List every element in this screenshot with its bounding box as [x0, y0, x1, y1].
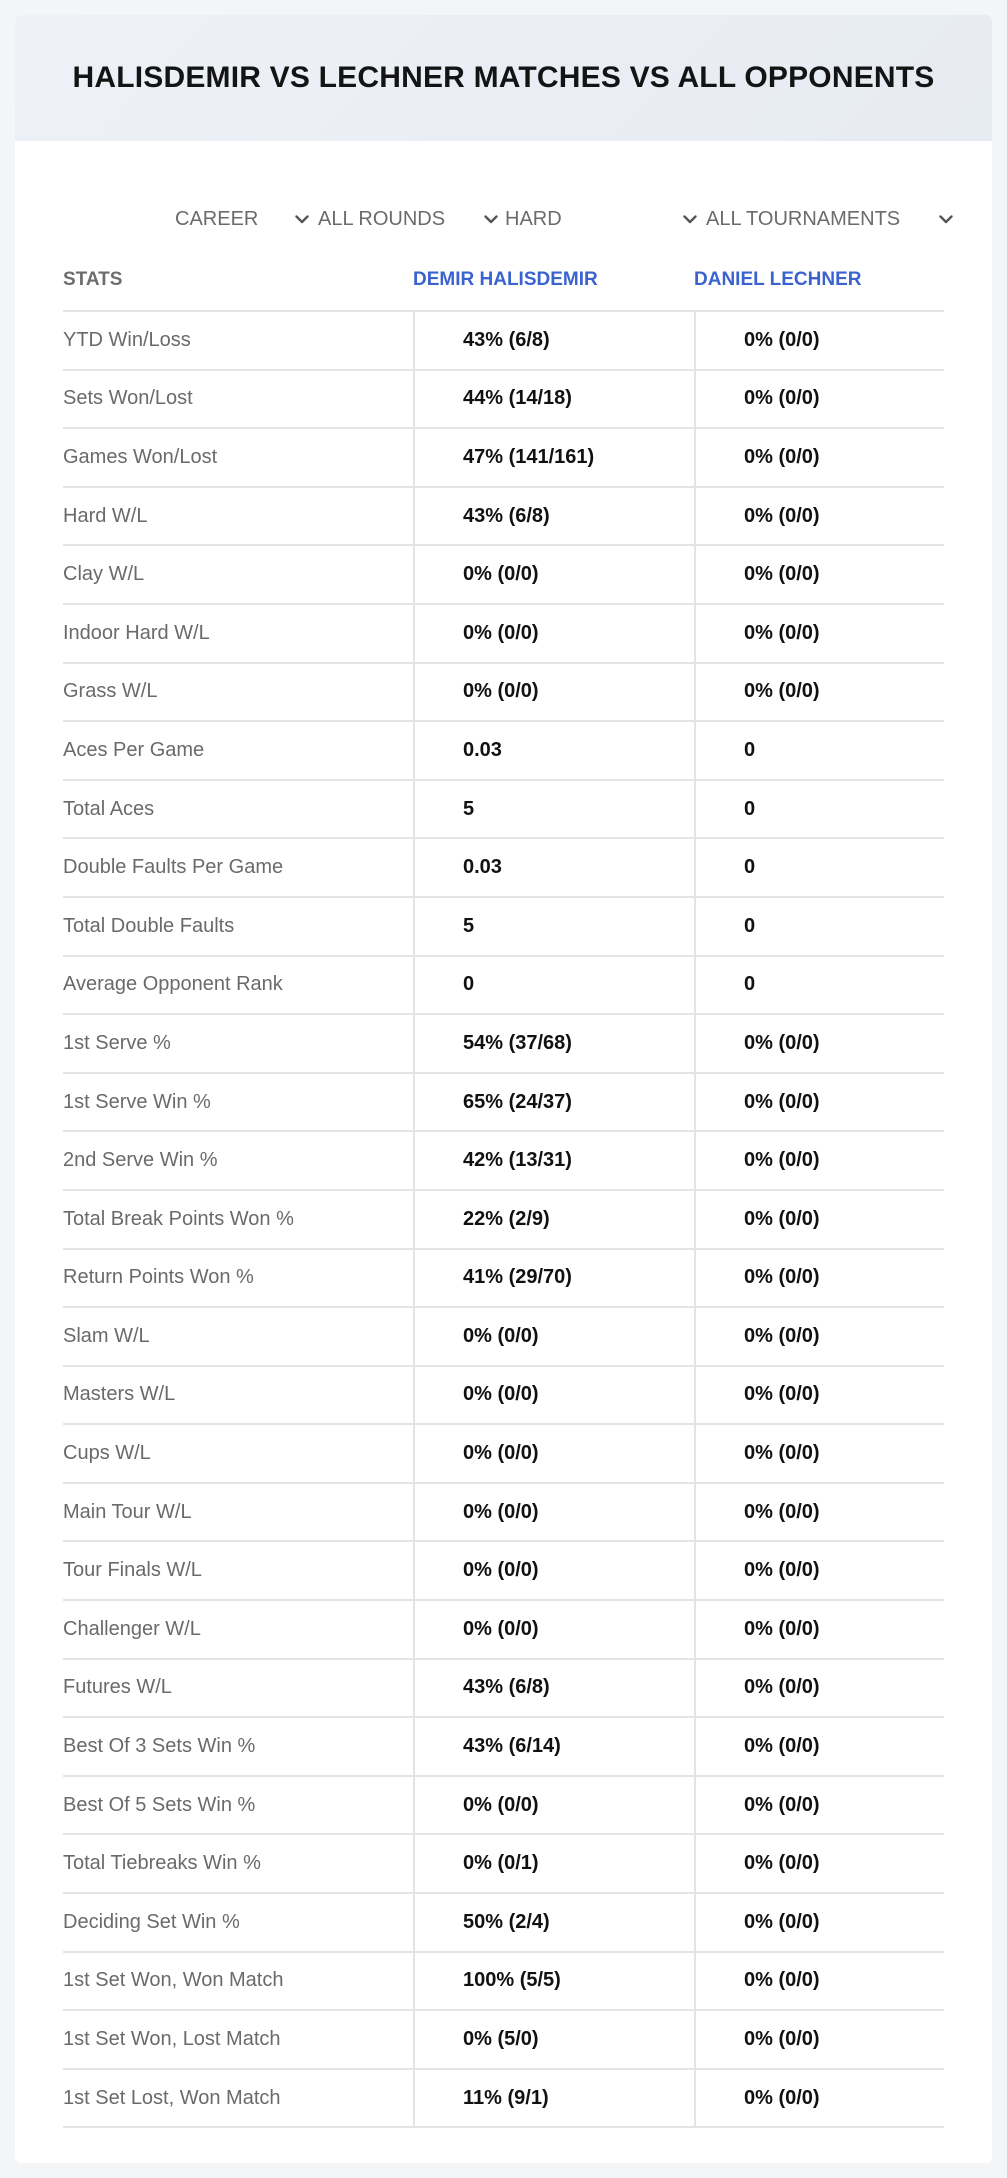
player1-value: 41% (29/70) — [413, 1250, 694, 1307]
table-row — [63, 1484, 944, 1543]
player1-value: 0% (0/0) — [413, 664, 694, 721]
filter-round-select[interactable] — [318, 189, 501, 249]
player1-value: 0% (0/0) — [413, 1777, 694, 1834]
stat-label: Return Points Won % — [63, 1266, 254, 1289]
player2-value: 0% (0/0) — [694, 1601, 944, 1658]
player2-value: 0% (0/0) — [694, 1894, 944, 1951]
table-row — [63, 957, 944, 1016]
player2-value: 0% (0/0) — [694, 1367, 944, 1424]
table-row — [63, 488, 944, 547]
stat-label: Indoor Hard W/L — [63, 621, 210, 644]
player1-value: 0% (0/0) — [413, 1425, 694, 1482]
table-row — [63, 664, 944, 723]
table-row — [63, 839, 944, 898]
table-row — [63, 1015, 944, 1074]
table-header — [63, 249, 944, 312]
player1-value: 100% (5/5) — [413, 1953, 694, 2010]
table-row — [63, 1250, 944, 1309]
table-row — [63, 1660, 944, 1719]
player1-value: 43% (6/8) — [413, 1660, 694, 1717]
player2-value: 0 — [694, 722, 944, 779]
table-row — [63, 2011, 944, 2070]
player1-value: 44% (14/18) — [413, 371, 694, 428]
table-row — [63, 1191, 944, 1250]
stat-label: Clay W/L — [63, 563, 145, 586]
player2-value: 0% (0/0) — [694, 1250, 944, 1307]
stat-label: Aces Per Game — [63, 738, 205, 761]
stat-label: 1st Serve Win % — [63, 1090, 211, 1113]
player2-value: 0% (0/0) — [694, 546, 944, 603]
stat-label: Futures W/L — [63, 1676, 172, 1699]
player1-value: 0% (0/0) — [413, 1367, 694, 1424]
player2-value: 0% (0/0) — [694, 1308, 944, 1365]
stat-label: Total Tiebreaks Win % — [63, 1852, 261, 1875]
stat-label: 1st Serve % — [63, 1031, 171, 1054]
player2-value: 0% (0/0) — [694, 1191, 944, 1248]
player1-value: 5 — [413, 781, 694, 838]
table-row — [63, 2070, 944, 2129]
player1-value: 0% (5/0) — [413, 2011, 694, 2068]
player1-value: 43% (6/14) — [413, 1718, 694, 1775]
card-header — [15, 15, 992, 141]
player2-value: 0% (0/0) — [694, 1542, 944, 1599]
player1-value: 43% (6/8) — [413, 312, 694, 369]
player1-value: 42% (13/31) — [413, 1132, 694, 1189]
stat-label: Total Double Faults — [63, 914, 235, 937]
table-row — [63, 1601, 944, 1660]
player1-value: 47% (141/161) — [413, 429, 694, 486]
header-player1-link[interactable]: DEMIR HALISDEMIR — [413, 268, 598, 290]
stat-label: Total Aces — [63, 797, 155, 820]
player1-value: 5 — [413, 898, 694, 955]
player1-value: 50% (2/4) — [413, 1894, 694, 1951]
table-row — [63, 312, 944, 371]
chevron-down-icon — [936, 209, 956, 229]
stat-label: Challenger W/L — [63, 1617, 201, 1640]
stat-label: 1st Set Lost, Won Match — [63, 2086, 281, 2109]
table-row — [63, 429, 944, 488]
stat-label: Best Of 3 Sets Win % — [63, 1735, 256, 1758]
table-row — [63, 781, 944, 840]
stat-label: 1st Set Won, Won Match — [63, 1969, 284, 1992]
table-body — [63, 312, 944, 2128]
stat-label: Hard W/L — [63, 504, 148, 527]
table-row — [63, 898, 944, 957]
filter-surface-select[interactable] — [505, 189, 700, 249]
player2-value: 0% (0/0) — [694, 1425, 944, 1482]
stat-label: Tour Finals W/L — [63, 1559, 202, 1582]
table-row — [63, 1894, 944, 1953]
player2-value: 0% (0/0) — [694, 1484, 944, 1541]
player1-value: 54% (37/68) — [413, 1015, 694, 1072]
stat-label: Deciding Set Win % — [63, 1910, 240, 1933]
player1-value: 0% (0/1) — [413, 1835, 694, 1892]
stat-label: Games Won/Lost — [63, 445, 218, 468]
chevron-down-icon — [680, 209, 700, 229]
player2-value: 0% (0/0) — [694, 605, 944, 662]
table-row — [63, 1718, 944, 1777]
player2-value: 0% (0/0) — [694, 664, 944, 721]
table-row — [63, 1835, 944, 1894]
table-row — [63, 1953, 944, 2012]
stats-card — [15, 15, 992, 2163]
player1-value: 0% (0/0) — [413, 546, 694, 603]
player1-value: 43% (6/8) — [413, 488, 694, 545]
stat-label: Main Tour W/L — [63, 1500, 192, 1523]
table-row — [63, 722, 944, 781]
player1-value: 0.03 — [413, 839, 694, 896]
player1-value: 0.03 — [413, 722, 694, 779]
table-row — [63, 371, 944, 430]
stat-label: Double Faults Per Game — [63, 856, 284, 879]
player2-value: 0% (0/0) — [694, 1953, 944, 2010]
stat-label: Cups W/L — [63, 1442, 151, 1465]
stat-label: Average Opponent Rank — [63, 973, 283, 996]
stat-label: 2nd Serve Win % — [63, 1149, 218, 1172]
player2-value: 0% (0/0) — [694, 2011, 944, 2068]
player2-value: 0 — [694, 781, 944, 838]
header-player2-link[interactable]: DANIEL LECHNER — [694, 268, 862, 290]
filter-bar — [15, 189, 992, 249]
table-row — [63, 546, 944, 605]
stat-label: Best Of 5 Sets Win % — [63, 1793, 256, 1816]
player1-value: 22% (2/9) — [413, 1191, 694, 1248]
stat-label: Total Break Points Won % — [63, 1207, 294, 1230]
page-title: HALISDEMIR VS LECHNER MATCHES VS ALL OPPONENTS — [72, 61, 935, 94]
player1-value: 11% (9/1) — [413, 2070, 694, 2127]
player2-value: 0% (0/0) — [694, 429, 944, 486]
header-stats: STATS — [63, 268, 123, 290]
player1-value: 0% (0/0) — [413, 1484, 694, 1541]
filter-period-select[interactable] — [175, 189, 312, 249]
player1-value: 0 — [413, 957, 694, 1014]
table-row — [63, 605, 944, 664]
player2-value: 0 — [694, 957, 944, 1014]
table-row — [63, 1308, 944, 1367]
player2-value: 0% (0/0) — [694, 1132, 944, 1189]
table-row — [63, 1367, 944, 1426]
player2-value: 0 — [694, 839, 944, 896]
stat-label: Sets Won/Lost — [63, 387, 193, 410]
stat-label: 1st Set Won, Lost Match — [63, 2028, 281, 2051]
stat-label: YTD Win/Loss — [63, 328, 191, 351]
table-row — [63, 1542, 944, 1601]
table-row — [63, 1132, 944, 1191]
table-row — [63, 1425, 944, 1484]
stat-label: Grass W/L — [63, 680, 158, 703]
player2-value: 0% (0/0) — [694, 2070, 944, 2127]
player1-value: 0% (0/0) — [413, 1308, 694, 1365]
filter-surface-value: HARD — [505, 207, 562, 230]
player2-value: 0% (0/0) — [694, 1718, 944, 1775]
player2-value: 0% (0/0) — [694, 1835, 944, 1892]
stat-label: Slam W/L — [63, 1324, 150, 1347]
filter-round-value: ALL ROUNDS — [318, 207, 446, 230]
stat-label: Masters W/L — [63, 1383, 176, 1406]
player2-value: 0% (0/0) — [694, 1777, 944, 1834]
player1-value: 0% (0/0) — [413, 605, 694, 662]
chevron-down-icon — [481, 209, 501, 229]
player1-value: 0% (0/0) — [413, 1601, 694, 1658]
player2-value: 0% (0/0) — [694, 371, 944, 428]
chevron-down-icon — [292, 209, 312, 229]
player2-value: 0% (0/0) — [694, 1660, 944, 1717]
filter-tournament-select[interactable] — [706, 189, 956, 249]
player2-value: 0% (0/0) — [694, 1015, 944, 1072]
table-row — [63, 1074, 944, 1133]
player1-value: 0% (0/0) — [413, 1542, 694, 1599]
player2-value: 0% (0/0) — [694, 312, 944, 369]
player2-value: 0 — [694, 898, 944, 955]
player2-value: 0% (0/0) — [694, 1074, 944, 1131]
player1-value: 65% (24/37) — [413, 1074, 694, 1131]
player2-value: 0% (0/0) — [694, 488, 944, 545]
filter-period-value: CAREER — [175, 207, 259, 230]
table-row — [63, 1777, 944, 1836]
stats-table — [63, 249, 944, 2128]
filter-tournament-value: ALL TOURNAMENTS — [706, 207, 901, 230]
